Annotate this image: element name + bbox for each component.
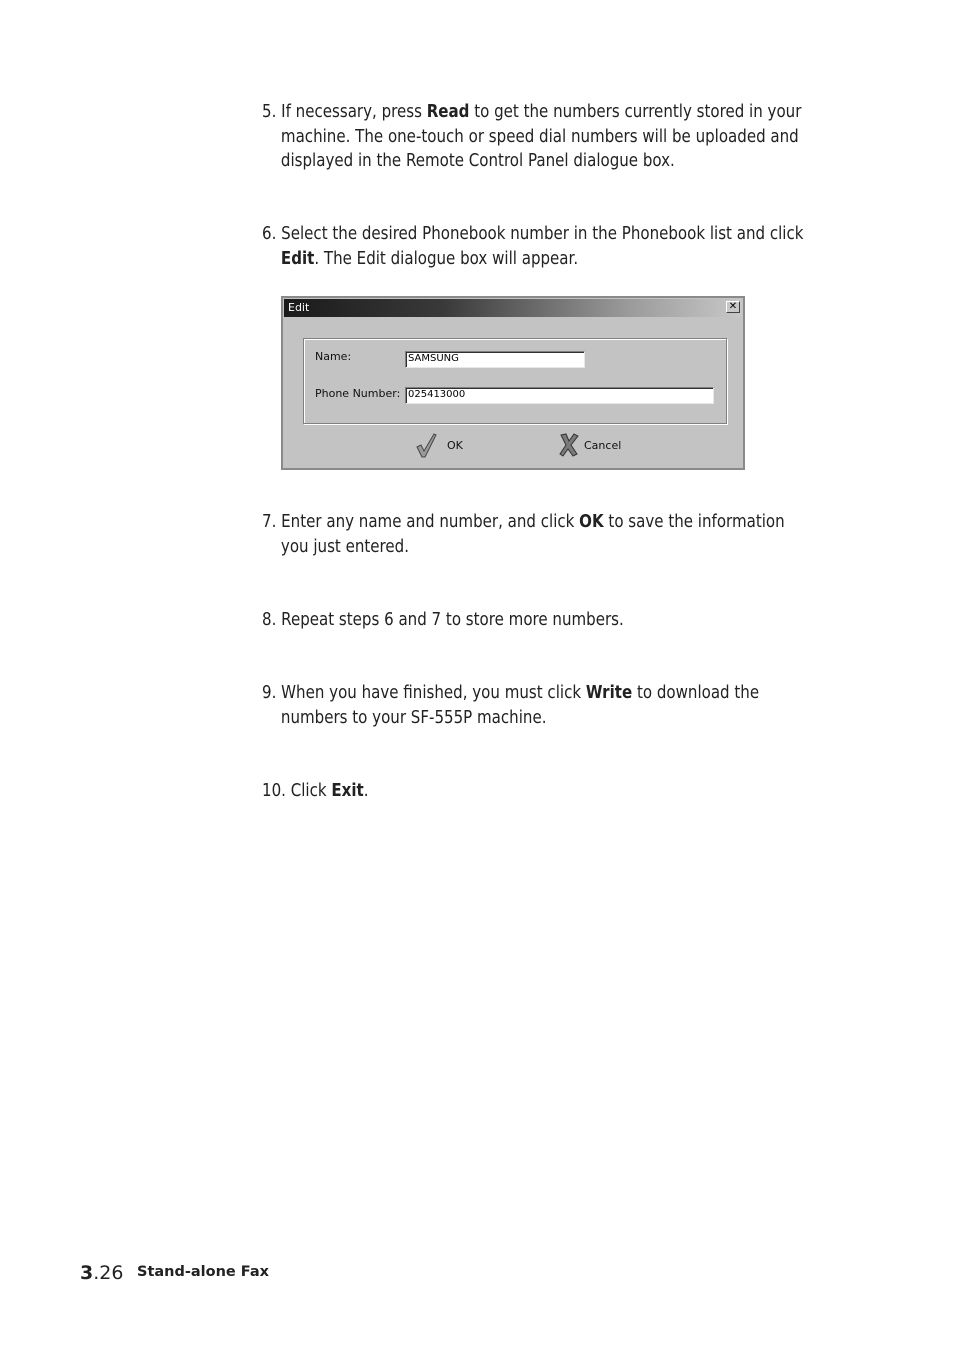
step-text: . The Edit dialogue box will appear. — [314, 248, 579, 269]
step-text: numbers to your SF-555P machine. — [280, 707, 547, 728]
step-text: to save the information — [603, 512, 785, 532]
chapter-number: 3 — [80, 1262, 94, 1284]
step-bold-term: OK — [579, 512, 604, 532]
step-10 — [262, 779, 787, 804]
ok-label: OK — [447, 438, 463, 452]
step-bold-term: Write — [585, 683, 633, 703]
step-text: Click — [290, 781, 332, 801]
step-7 — [262, 510, 787, 559]
step-bold-term: Exit — [331, 781, 364, 801]
name-field[interactable]: SAMSUNG — [405, 351, 585, 368]
step-text-line — [262, 247, 787, 272]
checkmark-icon — [415, 432, 437, 458]
ok-button[interactable] — [415, 432, 463, 458]
name-label: Name: — [315, 350, 352, 363]
step-bold-term: Edit — [280, 248, 315, 269]
page-suffix: .26 — [93, 1262, 124, 1284]
step-text: to get the numbers currently stored in your — [469, 102, 802, 122]
step-number: 9. — [262, 683, 277, 703]
step-number: 6. — [262, 224, 277, 244]
step-number: 7. — [262, 512, 277, 532]
step-text: If necessary, press — [281, 102, 427, 122]
cancel-button[interactable] — [558, 432, 621, 458]
edit-dialog — [281, 296, 745, 470]
step-text: When you have finished, you must click — [281, 683, 586, 703]
step-5 — [262, 100, 802, 174]
page-number — [80, 1262, 123, 1284]
cancel-label: Cancel — [584, 438, 622, 452]
dialog-titlebar — [284, 299, 742, 317]
close-button[interactable] — [726, 301, 740, 313]
step-text: you just entered. — [280, 536, 410, 557]
phone-number-field[interactable]: 025413000 — [405, 387, 714, 404]
step-number: 10. — [262, 781, 286, 801]
step-bold-term: Read — [426, 102, 470, 122]
step-text: to download the — [632, 683, 760, 703]
step-8 — [262, 608, 787, 633]
step-text: displayed in the Remote Control Panel dialogue box. — [280, 151, 675, 171]
section-title: Stand-alone Fax — [137, 1264, 269, 1280]
step-number: 5. — [262, 102, 277, 122]
step-number: 8. — [262, 610, 277, 630]
step-text: Select the desired Phonebook number in the Phonebook list and click — [281, 224, 804, 244]
close-icon: ✕ — [728, 301, 738, 312]
step-text: . — [363, 781, 369, 801]
step-6 — [262, 222, 804, 271]
dialog-title: Edit — [288, 301, 310, 314]
step-text: machine. The one-touch or speed dial numbers will be uploaded and — [280, 126, 799, 147]
step-text: Enter any name and number, and click — [281, 512, 580, 532]
x-cross-icon — [558, 432, 580, 458]
step-9 — [262, 681, 787, 730]
fields-group — [303, 338, 727, 424]
step-text: Repeat steps 6 and 7 to store more numbers. — [281, 610, 624, 630]
phone-number-label: Phone Number: — [315, 387, 401, 400]
